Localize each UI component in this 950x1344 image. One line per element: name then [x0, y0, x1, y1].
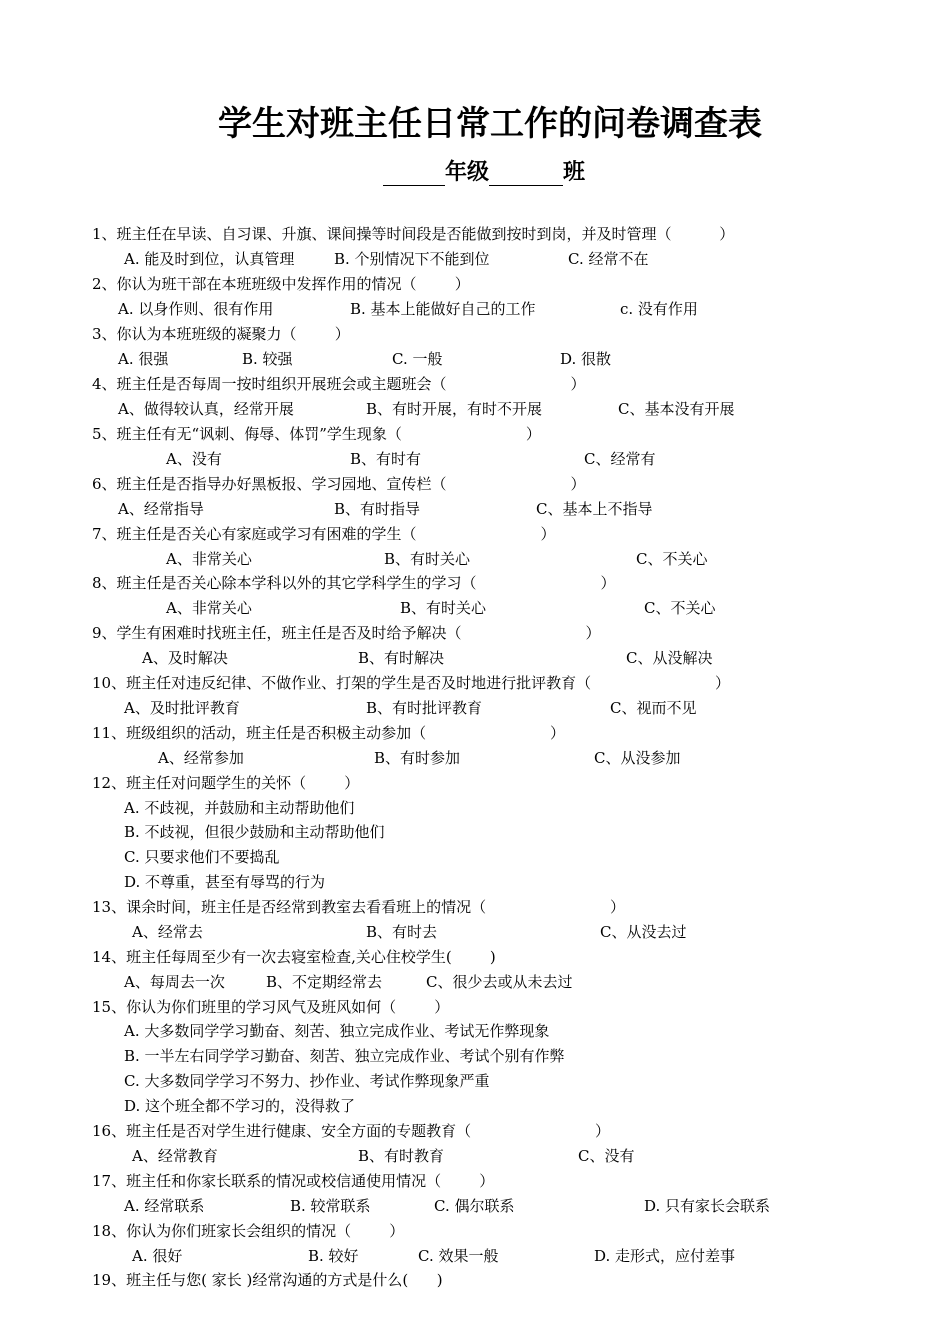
option-1b: B. 个别情况下不能到位	[334, 250, 490, 268]
question-18: 18、你认为你们班家长会组织的情况（ ）	[92, 1222, 405, 1240]
question-19: 19、班主任与您( 家长 )经常沟通的方式是什么( )	[92, 1271, 443, 1289]
option-3a: A. 很强	[118, 350, 169, 368]
option-4c: C、基本没有开展	[618, 400, 735, 418]
question-1: 1、班主任在早读、自习课、升旗、课间操等时间段是否能做到按时到岗，并及时管理（ ）	[92, 225, 735, 243]
option-12d: D. 不尊重，甚至有辱骂的行为	[124, 873, 326, 891]
option-4b: B、有时开展，有时不开展	[366, 400, 543, 418]
option-9a: A、及时解决	[142, 649, 228, 667]
question-11: 11、班级组织的活动，班主任是否积极主动参加（ ）	[92, 724, 566, 742]
option-16b: B、有时教育	[358, 1147, 445, 1165]
option-9c: C、从没解决	[626, 649, 713, 667]
page-title: 学生对班主任日常工作的问卷调查表	[218, 104, 762, 144]
question-17: 17、班主任和你家长联系的情况或校信通使用情况（ ）	[92, 1172, 495, 1190]
option-8c: C、不关心	[644, 599, 716, 617]
option-17b: B. 较常联系	[290, 1197, 371, 1215]
question-5: 5、班主任有无“讽刺、侮辱、体罚”学生现象（ ）	[92, 425, 541, 443]
question-10: 10、班主任对违反纪律、不做作业、打架的学生是否及时地进行批评教育（ ）	[92, 674, 731, 692]
option-6a: A、经常指导	[118, 500, 204, 518]
option-12c: C. 只要求他们不要捣乱	[124, 848, 280, 866]
option-17d: D. 只有家长会联系	[644, 1197, 771, 1215]
option-11a: A、经常参加	[158, 749, 244, 767]
class-blank[interactable]	[489, 159, 563, 186]
option-18a: A. 很好	[132, 1247, 183, 1265]
option-10a: A、及时批评教育	[124, 699, 240, 717]
option-11c: C、从没参加	[594, 749, 681, 767]
option-2b: B. 基本上能做好自己的工作	[350, 300, 536, 318]
question-14: 14、班主任每周至少有一次去寝室检查,关心住校学生( )	[92, 948, 496, 966]
option-8a: A、非常关心	[166, 599, 252, 617]
option-6c: C、基本上不指导	[536, 500, 653, 518]
option-3d: D. 很散	[560, 350, 612, 368]
option-15d: D. 这个班全都不学习的，没得救了	[124, 1097, 356, 1115]
question-12: 12、班主任对问题学生的关怀（ ）	[92, 774, 360, 792]
option-12a: A. 不歧视，并鼓励和主动帮助他们	[124, 799, 355, 817]
option-14a: A、每周去一次	[124, 973, 225, 991]
option-10b: B、有时批评教育	[366, 699, 483, 717]
grade-label: 年级	[445, 160, 490, 185]
grade-blank[interactable]	[383, 159, 445, 186]
option-1a: A. 能及时到位，认真管理	[124, 250, 295, 268]
option-7c: C、不关心	[636, 550, 708, 568]
question-7: 7、班主任是否关心有家庭或学习有困难的学生（ ）	[92, 525, 556, 543]
option-2a: A. 以身作则、很有作用	[118, 300, 274, 318]
option-5a: A、没有	[166, 450, 222, 468]
question-8: 8、班主任是否关心除本学科以外的其它学科学生的学习（ ）	[92, 574, 616, 592]
option-3c: C. 一般	[392, 350, 443, 368]
option-15c: C. 大多数同学学习不努力、抄作业、考试作弊现象严重	[124, 1072, 490, 1090]
option-10c: C、视而不见	[610, 699, 697, 717]
option-17c: C. 偶尔联系	[434, 1197, 515, 1215]
question-15: 15、你认为你们班里的学习风气及班风如何（ ）	[92, 998, 450, 1016]
question-13: 13、课余时间，班主任是否经常到教室去看看班上的情况（ ）	[92, 898, 626, 916]
option-13a: A、经常去	[132, 923, 203, 941]
option-18c: C. 效果一般	[418, 1247, 499, 1265]
question-16: 16、班主任是否对学生进行健康、安全方面的专题教育（ ）	[92, 1122, 611, 1140]
question-3: 3、你认为本班班级的凝聚力（ ）	[92, 325, 350, 343]
option-11b: B、有时参加	[374, 749, 461, 767]
grade-class-line	[383, 155, 585, 186]
option-14b: B、不定期经常去	[266, 973, 383, 991]
option-1c: C. 经常不在	[568, 250, 649, 268]
option-16a: A、经常教育	[132, 1147, 218, 1165]
option-12b: B. 不歧视，但很少鼓励和主动帮助他们	[124, 823, 385, 841]
option-17a: A. 经常联系	[124, 1197, 205, 1215]
option-18d: D. 走形式，应付差事	[594, 1247, 736, 1265]
option-6b: B、有时指导	[334, 500, 421, 518]
option-5b: B、有时有	[350, 450, 422, 468]
option-7b: B、有时关心	[384, 550, 471, 568]
question-6: 6、班主任是否指导办好黑板报、学习园地、宣传栏（ ）	[92, 475, 586, 493]
option-2c: c. 没有作用	[620, 300, 698, 318]
option-5c: C、经常有	[584, 450, 656, 468]
option-13c: C、从没去过	[600, 923, 687, 941]
question-4: 4、班主任是否每周一按时组织开展班会或主题班会（ ）	[92, 375, 586, 393]
option-18b: B. 较好	[308, 1247, 359, 1265]
option-13b: B、有时去	[366, 923, 438, 941]
question-2: 2、你认为班干部在本班班级中发挥作用的情况（ ）	[92, 275, 470, 293]
option-16c: C、没有	[578, 1147, 635, 1165]
option-15a: A. 大多数同学学习勤奋、刻苦、独立完成作业、考试无作弊现象	[124, 1022, 550, 1040]
option-14c: C、很少去或从未去过	[426, 973, 573, 991]
question-9: 9、学生有困难时找班主任，班主任是否及时给予解决（ ）	[92, 624, 601, 642]
option-4a: A、做得较认真，经常开展	[118, 400, 294, 418]
option-9b: B、有时解决	[358, 649, 445, 667]
option-8b: B、有时关心	[400, 599, 487, 617]
option-7a: A、非常关心	[166, 550, 252, 568]
option-15b: B. 一半左右同学学习勤奋、刻苦、独立完成作业、考试个别有作弊	[124, 1047, 565, 1065]
option-3b: B. 较强	[242, 350, 293, 368]
class-label: 班	[563, 160, 586, 185]
